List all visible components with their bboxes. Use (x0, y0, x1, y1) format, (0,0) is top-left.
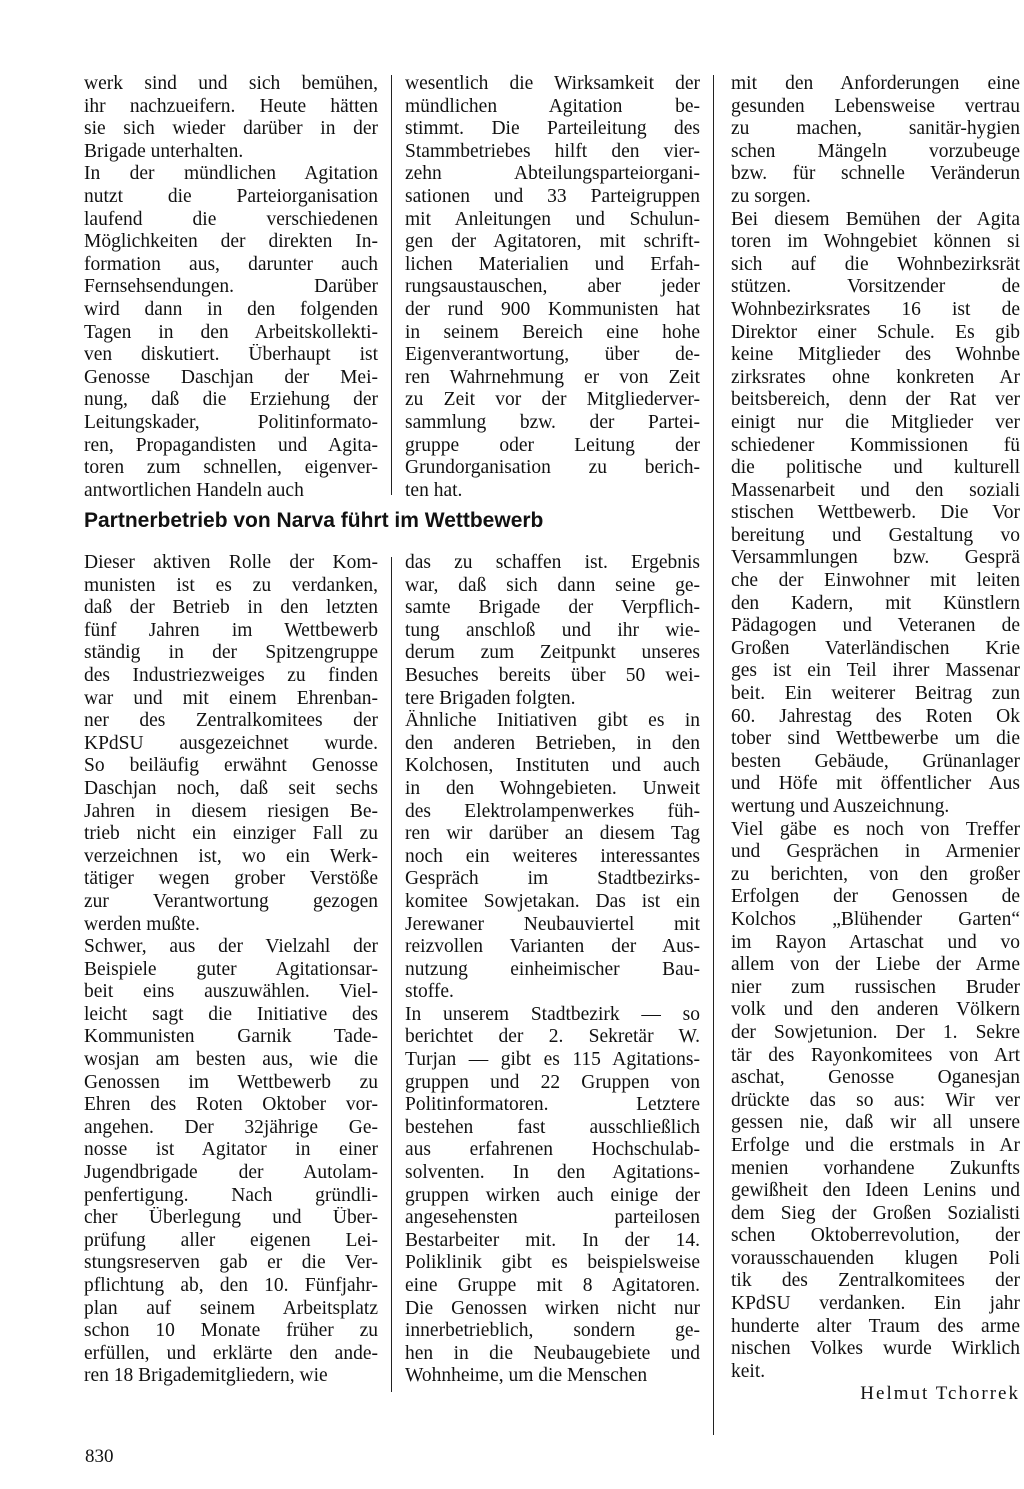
text-line: Versammlungen bzw. Gesprä (731, 547, 1020, 569)
text-line: nischen Volkes wurde Wirklich (731, 1338, 1020, 1360)
text-line: Genossen im Wettbewerb zu (84, 1071, 378, 1093)
text-line: tik des Zentralkomitees der (731, 1270, 1020, 1292)
text-line: lichen Materialien und Erfah- (405, 253, 700, 275)
text-line: schen Mängeln vorzubeuge (731, 140, 1020, 162)
column-divider-right (713, 75, 714, 1435)
text-line: noch ein weiteres interessantes (405, 845, 700, 867)
text-line: die politische und kulturell (731, 457, 1020, 479)
text-line: Stammbetriebes hilft den vier- (405, 140, 700, 162)
text-line: Möglichkeiten der direkten In- (84, 231, 378, 253)
text-line: Leitungskader, Politinformato- (84, 411, 378, 433)
text-line: derum zum Zeitpunkt unseres (405, 642, 700, 664)
text-line: werk sind und sich bemühen, (84, 73, 378, 94)
text-line: penfertigung. Nach gründli- (84, 1184, 378, 1206)
text-line: aschat, Genosse Oganesjan (731, 1067, 1020, 1089)
text-line: tätiger wegen grober Verstöße (84, 868, 378, 890)
text-line: der rund 900 Kommunisten hat (405, 298, 700, 320)
text-line: keit. (731, 1360, 766, 1382)
text-line: stoffe. (405, 981, 454, 1003)
text-line: rungsaustauschen, aber jeder (405, 276, 700, 298)
text-line: bzw. für schnelle Veränderun (731, 163, 1020, 185)
text-line: toren zum schnellen, eigenver- (84, 457, 378, 479)
text-line: wertung und Auszeichnung. (731, 796, 950, 817)
text-line: stimmt. Die Parteileitung des (405, 118, 700, 140)
text-line: ren, Propagandisten und Agita- (84, 434, 378, 456)
text-line: wosjan am besten aus, wie die (84, 1049, 378, 1071)
text-line: Ehren des Roten Oktober vor- (84, 1094, 378, 1116)
text-line: schen Oktoberrevolution, der (731, 1225, 1020, 1247)
text-line: in seinem Bereich eine hohe (405, 321, 700, 343)
text-line: ten hat. (405, 479, 463, 501)
text-line: ner des Zentralkomitees der (84, 710, 378, 732)
text-line: nutzt die Parteiorganisation (84, 185, 378, 207)
text-line: Kolchosen, Instituten und auch (405, 755, 700, 777)
text-line: Politinformatoren. Letztere (405, 1094, 700, 1116)
text-line: im Rayon Artaschat und vo (731, 931, 1020, 953)
text-line: Erfolge und die erstmals in Ar (731, 1134, 1020, 1156)
text-line: Schwer, aus der Vielzahl der (84, 936, 378, 958)
text-line: gessen nie, daß wir all unsere (731, 1112, 1020, 1134)
text-line: in den Wohngebieten. Unweit (405, 777, 700, 799)
text-line: erfüllen, und erklärte den ande- (84, 1342, 378, 1364)
text-line: ven diskutiert. Überhaupt ist (84, 344, 378, 366)
text-line: Besuches bereits über 50 wei- (405, 664, 700, 686)
text-line: Massenarbeit und den soziali (731, 479, 1020, 501)
text-line: sammlung bzw. der Partei- (405, 411, 700, 433)
column-divider-left-top (391, 75, 392, 495)
text-line: Brigade unterhalten. (84, 140, 244, 162)
text-line: war und mit einem Ehrenban- (84, 687, 378, 709)
text-line: Gespräch im Stadtbezirks- (405, 868, 700, 890)
text-line: zu sorgen. (731, 185, 811, 207)
column-2-bottom-text (405, 552, 700, 1392)
text-line: allem von der Liebe der Arme (731, 954, 1020, 976)
text-line: sationen und 33 Parteigruppen (405, 185, 700, 207)
column-3-text (731, 73, 1020, 1383)
text-line: KPdSU verdanken. Ein jahr (731, 1293, 1020, 1315)
text-line: verzeichnen ist, wo ein Werk- (84, 845, 378, 867)
text-line: daß der Betrieb in den letzten (84, 597, 378, 619)
text-line: Fernsehsendungen. Darüber (84, 276, 378, 298)
text-line: sie sich wieder darüber in der (84, 118, 378, 140)
text-line: bereitung und Gestaltung vo (731, 524, 1020, 546)
text-line: laufend die verschiedenen (84, 208, 378, 230)
text-line: gewißheit den Ideen Lenins und (731, 1180, 1020, 1202)
text-line: Wohnbezirksrates 16 ist de (731, 298, 1020, 320)
text-line: schiedener Kommissionen fü (731, 434, 1020, 456)
text-line: 60. Jahrestag des Roten Ok (731, 705, 1020, 727)
text-line: beit. Ein weiterer Beitrag zun (731, 683, 1020, 705)
text-line: das zu schaffen ist. Ergebnis (405, 552, 700, 573)
text-line: des Elektrolampenwerkes füh- (405, 800, 700, 822)
section-heading: Partnerbetrieb von Narva führt im Wettbewerb (84, 509, 544, 532)
text-line: Pädagogen und Veteranen de (731, 615, 1020, 637)
text-line: solventen. In den Agitations- (405, 1162, 700, 1184)
text-line: den anderen Betrieben, in den (405, 732, 700, 754)
text-line: cher Überlegung und Über- (84, 1207, 378, 1229)
text-line: stungsreserven gab er die Ver- (84, 1252, 378, 1274)
text-line: sich auf die Wohnbezirksrät (731, 253, 1020, 275)
text-line: besten Gebäude, Grünanlager (731, 750, 1020, 772)
text-line: pflichtung ab, den 10. Fünfjahr- (84, 1275, 378, 1296)
text-line: Kolchos „Blühender Garten“ (731, 908, 1020, 930)
text-line: stützen. Vorsitzender de (731, 276, 1020, 298)
text-line: tung anschloß und ihr wie- (405, 619, 700, 641)
text-line: volk und den anderen Völkern (731, 999, 1020, 1021)
text-line: Direktor einer Schule. Es gib (731, 321, 1020, 343)
text-line: Großen Vaterländischen Krie (731, 637, 1020, 659)
text-line: Beispiele guter Agitationsar- (84, 958, 378, 980)
text-line: mit Anleitungen und Schulun- (405, 208, 700, 230)
text-line: gesunden Lebensweise vertrau (731, 95, 1020, 117)
text-line: keine Mitglieder des Wohnbe (731, 344, 1020, 366)
text-line: wesentlich die Wirksamkeit der (405, 73, 700, 94)
text-line: Erfolgen der Genossen de (731, 886, 1020, 908)
text-line: Jugendbrigade der Autolam- (84, 1162, 378, 1184)
text-line: reizvollen Varianten der Aus- (405, 936, 700, 958)
text-line: ihr nachzueifern. Heute hätten (84, 95, 378, 117)
text-line: schon 10 Monate früher zu (84, 1320, 378, 1342)
text-line: ren Wahrnehmung er von Zeit (405, 366, 700, 388)
text-line: In der mündlichen Agitation (84, 163, 378, 185)
text-line: beit eins auszuwählen. Viel- (84, 981, 378, 1003)
text-line: des Industriezweiges zu finden (84, 664, 378, 686)
text-line: angesehensten parteilosen (405, 1207, 700, 1229)
text-line: Jahren in diesem riesigen Be- (84, 800, 378, 822)
text-line: zur Verantwortung gezogen (84, 890, 378, 912)
text-line: nier zum russischen Bruder (731, 976, 1020, 998)
text-line: eine Gruppe mit 8 Agitatoren. (405, 1275, 700, 1296)
text-line: war, daß sich dann seine ge- (405, 574, 700, 596)
text-line: gruppen wirken auch einige der (405, 1184, 700, 1206)
text-line: toren im Wohngebiet können si (731, 231, 1020, 253)
text-line: gen der Agitatoren, mit schrift- (405, 231, 700, 253)
column-divider-left-bottom (391, 557, 392, 1392)
text-line: Turjan — gibt es 115 Agitations- (405, 1049, 700, 1071)
text-line: In unserem Stadtbezirk — so (405, 1003, 700, 1025)
author-signature: Helmut Tchorrek (860, 1383, 1020, 1404)
text-line: zu berichten, von den großer (731, 863, 1020, 885)
text-line: Tagen in den Arbeitskollekti- (84, 321, 378, 343)
text-line: Daschjan noch, daß seit sechs (84, 777, 378, 799)
text-line: Dieser aktiven Rolle der Kom- (84, 552, 378, 573)
text-line: Bei diesem Bemühen der Agita (731, 208, 1020, 230)
text-line: Poliklinik gibt es beispielsweise (405, 1252, 700, 1274)
text-line: ständig in der Spitzengruppe (84, 642, 378, 664)
text-line: Jerewaner Neubauviertel mit (405, 913, 700, 935)
page-number: 830 (85, 1446, 114, 1467)
text-line: vorausschauenden klugen Poli (731, 1247, 1020, 1269)
text-line: aus erfahrenen Hochschulab- (405, 1139, 700, 1161)
text-line: Wohnheime, um die Menschen (405, 1365, 648, 1387)
text-line: menien vorhandene Zukunfts (731, 1157, 1020, 1179)
text-line: Grundorganisation zu berich- (405, 457, 700, 479)
text-line: dem Sieg der Großen Sozialisti (731, 1202, 1020, 1224)
column-1-bottom-text (84, 552, 378, 1392)
text-line: formation aus, darunter auch (84, 253, 378, 275)
text-line: gruppe oder Leitung der (405, 434, 700, 456)
text-line: bestehen fast ausschließlich (405, 1116, 700, 1138)
text-line: stischen Wettbewerb. Die Vor (731, 502, 1020, 524)
text-line: plan auf seinem Arbeitsplatz (84, 1297, 378, 1319)
text-line: che der Einwohner mit leiten (731, 570, 1020, 592)
text-line: gruppen und 22 Gruppen von (405, 1071, 700, 1093)
text-line: Ähnliche Initiativen gibt es in (405, 710, 700, 732)
text-line: mündlichen Agitation be- (405, 95, 700, 117)
text-line: zu Zeit vor der Mitgliederver- (405, 389, 700, 411)
text-line: hen in die Neubaugebiete und (405, 1342, 700, 1364)
text-line: tober sind Wettbewerbe um die (731, 728, 1020, 750)
text-line: prüfung aller eigenen Lei- (84, 1229, 378, 1251)
text-line: zirksrates ohne konkreten Ar (731, 366, 1020, 388)
column-1-top-text (84, 73, 378, 503)
text-line: einigt nur die Mitglieder ver (731, 411, 1020, 433)
text-line: innerbetrieblich, sondern ge- (405, 1320, 700, 1342)
text-line: Eigenverantwortung, über de- (405, 344, 700, 366)
text-line: antwortlichen Handeln auch (84, 479, 304, 501)
text-line: und Höfe mit öffentlicher Aus (731, 773, 1020, 795)
text-line: Kommunisten Garnik Tade- (84, 1026, 378, 1048)
text-line: wird dann in den folgenden (84, 298, 378, 320)
text-line: der Sowjetunion. Der 1. Sekre (731, 1021, 1020, 1043)
text-line: werden mußte. (84, 913, 200, 935)
text-line: mit den Anforderungen eine (731, 73, 1020, 94)
text-line: Bestarbeiter mit. In der 14. (405, 1229, 700, 1251)
text-line: Die Genossen wirken nicht nur (405, 1297, 700, 1319)
text-line: samte Brigade der Verpflich- (405, 597, 700, 619)
text-line: beitsbereich, denn der Rat ver (731, 389, 1020, 411)
text-line: Genosse Daschjan der Mei- (84, 366, 378, 388)
text-line: Viel gäbe es noch von Treffer (731, 818, 1020, 840)
column-2-top-text (405, 73, 700, 503)
text-line: tere Brigaden folgten. (405, 687, 576, 709)
text-line: ren 18 Brigademitgliedern, wie (84, 1365, 328, 1387)
text-line: munisten ist es zu verdanken, (84, 574, 378, 596)
text-line: angehen. Der 32jährige Ge- (84, 1116, 378, 1138)
text-line: nutzung einheimischer Bau- (405, 958, 700, 980)
text-line: nung, daß die Erziehung der (84, 389, 378, 411)
text-line: berichtet der 2. Sekretär W. (405, 1026, 700, 1048)
text-line: KPdSU ausgezeichnet wurde. (84, 732, 378, 754)
text-line: tär des Rayonkomitees von Art (731, 1044, 1020, 1066)
text-line: drückte das so aus: Wir ver (731, 1089, 1020, 1111)
text-line: leicht sagt die Initiative des (84, 1003, 378, 1025)
text-line: hunderte alter Traum des arme (731, 1315, 1020, 1337)
text-line: trieb nicht ein einziger Fall zu (84, 823, 378, 845)
text-line: zehn Abteilungsparteiorgani- (405, 163, 700, 185)
text-line: ren wir darüber an diesem Tag (405, 823, 700, 845)
text-line: nosse ist Agitator in einer (84, 1139, 378, 1161)
text-line: komitee Sowjetakan. Das ist ein (405, 890, 700, 912)
text-line: den Kadern, mit Künstlern (731, 592, 1020, 614)
text-line: ges ist ein Teil ihrer Massenar (731, 660, 1020, 682)
text-line: und Gesprächen in Armenier (731, 841, 1020, 863)
text-line: zu machen, sanitär-hygien (731, 118, 1020, 140)
text-line: So beiläufig erwähnt Genosse (84, 755, 378, 777)
text-line: fünf Jahren im Wettbewerb (84, 619, 378, 641)
